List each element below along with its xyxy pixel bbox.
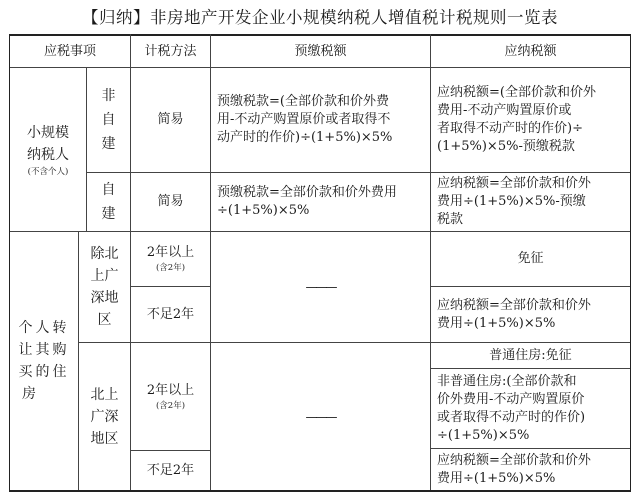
prepay-formula: 预缴税款=全部价款和价外费用 ÷(1+5%)×5% (217, 185, 397, 218)
payable-formula: 应纳税额=(全部价款和价外 费用-不动产购置原价或 者取得不动产时的作价)÷ (1+5%)×5%-预缴税款 (437, 85, 596, 154)
header-payable: 应纳税额 (504, 43, 557, 59)
payable-exempt: 免征 (517, 251, 544, 266)
holding-under-2-years: 不足2年 (146, 462, 195, 478)
prepay-none: ——— (305, 409, 336, 424)
table-border-right (630, 34, 631, 492)
payable-formula: 应纳税额=全部价款和价外 费用÷(1+5%)×5%-预缴 税款 (437, 176, 591, 227)
sub-item-self-built: 自 建 (101, 182, 116, 222)
region-tier1: 北上 广深 地区 (90, 386, 119, 447)
method-simple: 简易 (157, 194, 184, 209)
payable-ordinary-housing: 普通住房:免征 (489, 347, 572, 363)
header-method: 计税方法 (144, 43, 197, 59)
holding-over-2-years: 2年以上 (含2年) (146, 382, 195, 411)
header-prepay: 预缴税额 (294, 43, 347, 59)
prepay-none: ——— (305, 280, 336, 294)
method-simple: 简易 (157, 112, 184, 127)
payable-formula: 应纳税额=全部价款和价外 费用÷(1+5%)×5% (437, 452, 591, 486)
sub-item-non-self-built: 非 自 建 (101, 88, 116, 152)
individual-label: 个人转 让其购 买的住 房 (18, 320, 70, 402)
payable-formula: 应纳税额=全部价款和价外 费用÷(1+5%)×5% (437, 297, 591, 331)
prepay-formula: 预缴税款=(全部价款和价外费 用-不动产购置原价或者取得不 动产时的作价)÷(1+5%)×5% (217, 94, 393, 145)
page-title: 【归纳】非房地产开发企业小规模纳税人增值税计税规则一览表 (82, 8, 558, 27)
holding-over-2-years: 2年以上 (含2年) (146, 245, 195, 273)
header-tax-item: 应税事项 (43, 43, 96, 59)
table-border-bottom (9, 490, 631, 492)
region-outside-tier1: 除北 上广 深地 区 (90, 246, 119, 328)
holding-under-2-years: 不足2年 (146, 306, 195, 322)
small-taxpayer-label: 小规模 纳税人 (不含个人) (27, 124, 69, 177)
payable-nonordinary-housing: 非普通住房:(全部价款和 价外费用-不动产购置原价 或者取得不动产时的作价) ÷(1+5%)×5% (437, 373, 586, 443)
